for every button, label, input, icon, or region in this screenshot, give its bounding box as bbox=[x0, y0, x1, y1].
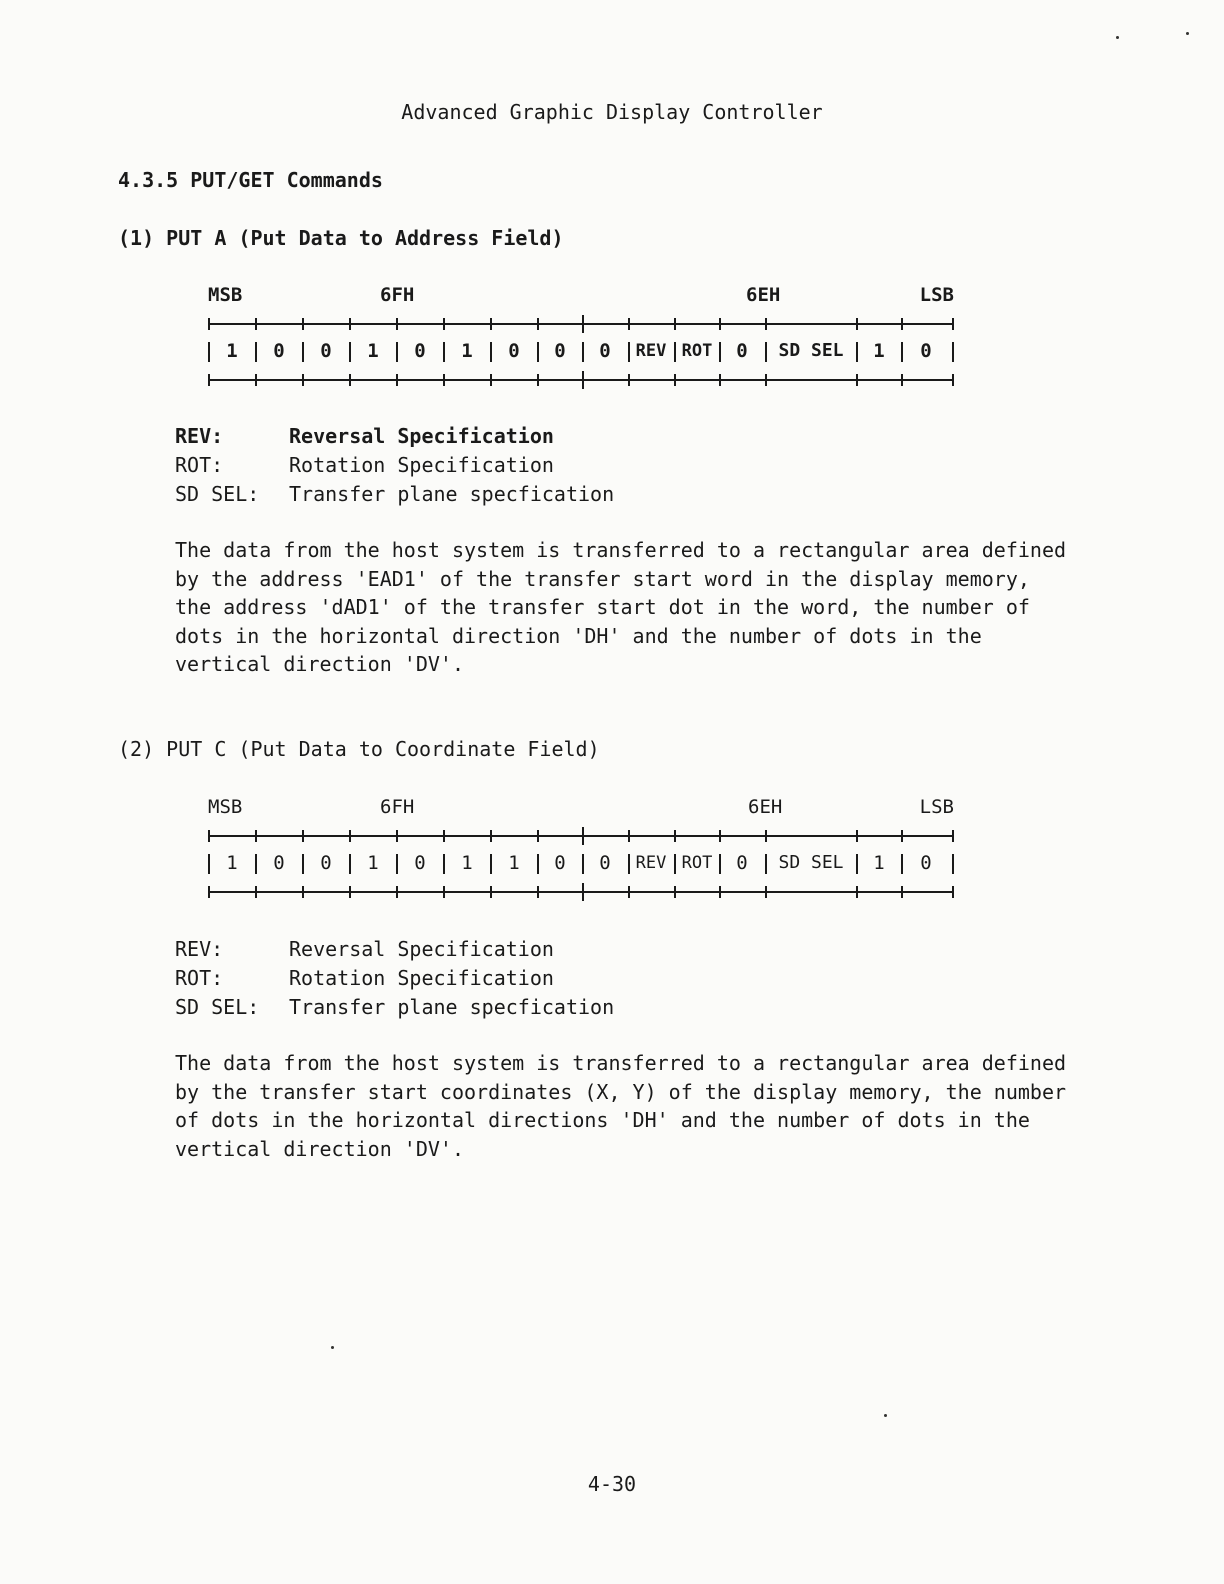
low-byte-label: 6EH bbox=[746, 284, 781, 306]
bit-cell: 0 bbox=[273, 340, 285, 362]
bit-cell: 0 bbox=[508, 340, 520, 362]
paragraph-line: The data from the host system is transferred to a rectangular area defined bbox=[175, 538, 1067, 562]
bit-cell: 1 bbox=[873, 340, 885, 362]
register-top-border bbox=[208, 826, 954, 846]
definition-row bbox=[175, 482, 675, 511]
definition-term: REV: bbox=[175, 424, 224, 448]
definition-row bbox=[175, 453, 675, 482]
bit-cell: 0 bbox=[554, 852, 566, 874]
scan-speck bbox=[884, 1414, 887, 1417]
paragraph-line: the address 'dAD1' of the transfer start dot in the word, the number of bbox=[175, 595, 1030, 620]
lsb-label: LSB bbox=[919, 284, 954, 306]
high-byte-label: 6FH bbox=[380, 284, 415, 306]
bit-cell-sd-sel: SD SEL bbox=[778, 340, 844, 361]
page-number: 4-30 bbox=[587, 1472, 637, 1496]
bit-cell: 0 bbox=[920, 340, 932, 362]
definition-row bbox=[175, 937, 675, 966]
paragraph-line: The data from the host system is transferred to a rectangular area defined bbox=[175, 1051, 1067, 1075]
bit-cell: 0 bbox=[320, 852, 332, 874]
paragraph-line: by the transfer start coordinates (X, Y) of the display memory, the number bbox=[175, 1079, 1067, 1104]
definition-desc: Reversal Specification bbox=[289, 937, 554, 961]
put-c-register-diagram bbox=[208, 796, 954, 902]
bit-cell: 1 bbox=[461, 852, 473, 874]
bit-cell: 0 bbox=[414, 852, 426, 874]
definition-row bbox=[175, 424, 675, 453]
high-byte-label: 6FH bbox=[380, 796, 415, 818]
msb-label: MSB bbox=[208, 284, 243, 306]
lsb-label: LSB bbox=[919, 796, 954, 818]
paragraph-line: vertical direction 'DV'. bbox=[175, 1136, 464, 1161]
put-a-register-diagram bbox=[208, 284, 954, 390]
definition-desc: Transfer plane specfication bbox=[289, 482, 615, 506]
low-byte-label: 6EH bbox=[748, 796, 783, 818]
section-title: 4.3.5 PUT/GET Commands bbox=[118, 168, 383, 192]
definition-term: SD SEL: bbox=[175, 995, 260, 1019]
definition-desc: Reversal Specification bbox=[289, 424, 554, 448]
put-c-definitions bbox=[175, 937, 675, 1024]
bit-cell: 1 bbox=[367, 852, 379, 874]
bit-cell: 1 bbox=[461, 340, 473, 362]
put-a-title: (1) PUT A (Put Data to Address Field) bbox=[118, 226, 564, 250]
register-bit-row bbox=[208, 334, 954, 370]
scan-speck bbox=[331, 1346, 334, 1349]
bit-cell: 0 bbox=[320, 340, 332, 362]
register-top-border bbox=[208, 314, 954, 334]
bit-cell-rot: ROT bbox=[681, 341, 713, 361]
definition-desc: Rotation Specification bbox=[289, 453, 554, 477]
definition-term: SD SEL: bbox=[175, 482, 260, 506]
bit-cell: 0 bbox=[599, 852, 611, 874]
definition-term: ROT: bbox=[175, 453, 224, 477]
bit-cell: 0 bbox=[414, 340, 426, 362]
register-bottom-border bbox=[208, 370, 954, 390]
definition-desc: Rotation Specification bbox=[289, 966, 554, 990]
bit-cell-rev: REV bbox=[635, 341, 667, 361]
bit-cell: 0 bbox=[273, 852, 285, 874]
paragraph-line: of dots in the horizontal directions 'DH' and the number of dots in the bbox=[175, 1108, 1030, 1133]
put-c-title: (2) PUT C (Put Data to Coordinate Field) bbox=[118, 737, 600, 761]
paragraph-line: vertical direction 'DV'. bbox=[175, 652, 464, 677]
definition-term: ROT: bbox=[175, 966, 224, 990]
put-a-paragraph bbox=[175, 536, 1066, 679]
bit-cell: 1 bbox=[226, 852, 238, 874]
bit-cell: 0 bbox=[920, 852, 932, 874]
paragraph-line: dots in the horizontal direction 'DH' and the number of dots in the bbox=[175, 623, 982, 648]
bit-cell: 0 bbox=[736, 340, 748, 362]
put-a-definitions bbox=[175, 424, 675, 511]
bit-cell: 0 bbox=[736, 852, 748, 874]
page-header: Advanced Graphic Display Controller bbox=[401, 100, 823, 124]
put-c-paragraph bbox=[175, 1049, 1066, 1163]
bit-cell: 1 bbox=[873, 852, 885, 874]
definition-row bbox=[175, 995, 675, 1024]
paragraph-line: by the address 'EAD1' of the transfer start word in the display memory, bbox=[175, 566, 1030, 591]
definition-desc: Transfer plane specfication bbox=[289, 995, 615, 1019]
bit-cell: 1 bbox=[226, 340, 238, 362]
bit-cell: 1 bbox=[367, 340, 379, 362]
bit-cell: 1 bbox=[508, 852, 520, 874]
bit-cell: 0 bbox=[554, 340, 566, 362]
definition-term: REV: bbox=[175, 937, 224, 961]
register-bottom-border bbox=[208, 882, 954, 902]
bit-cell-rev: REV bbox=[635, 853, 667, 873]
scan-speck bbox=[1116, 36, 1119, 39]
definition-row bbox=[175, 966, 675, 995]
bit-cell-rot: ROT bbox=[681, 853, 713, 873]
scan-speck bbox=[1186, 32, 1189, 35]
bit-cell-sd-sel: SD SEL bbox=[778, 852, 844, 873]
msb-label: MSB bbox=[208, 796, 243, 818]
bit-cell: 0 bbox=[599, 340, 611, 362]
register-bit-row bbox=[208, 846, 954, 882]
